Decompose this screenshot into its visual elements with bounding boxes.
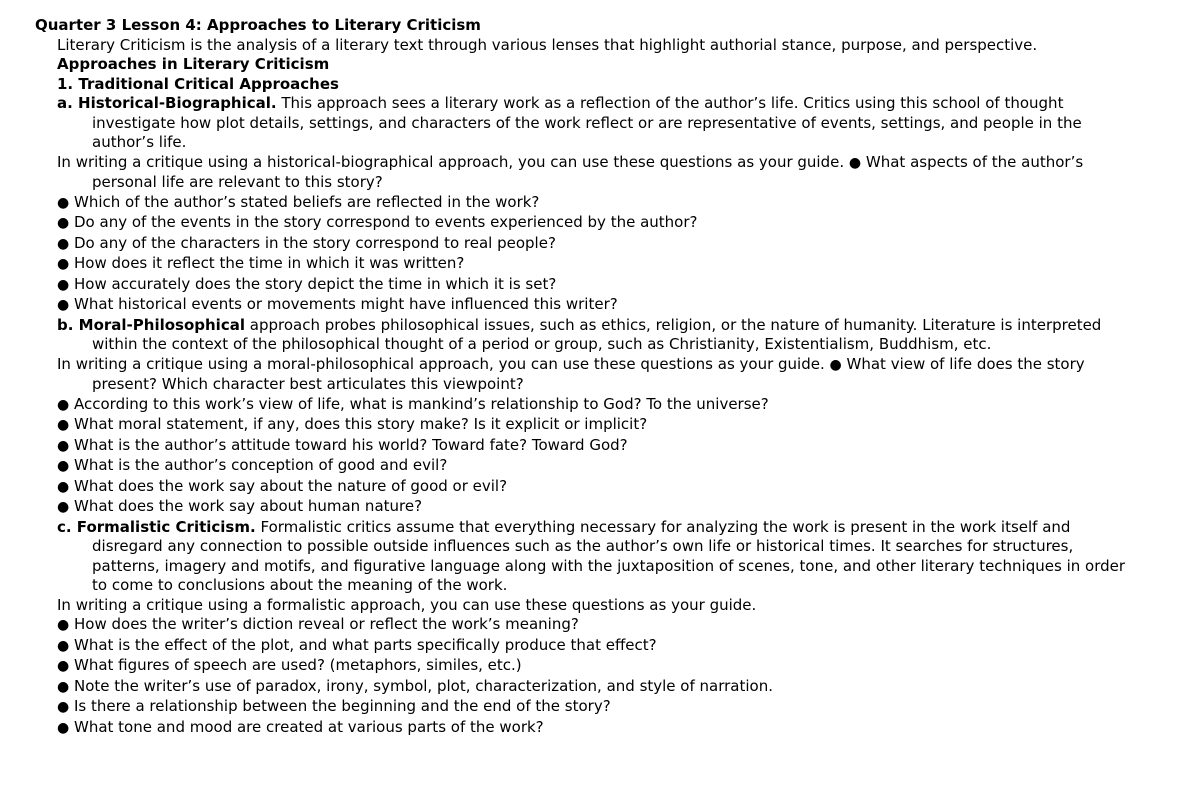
list-item [0,234,1200,255]
moral-guide-line: present? Which character best articulates this viewpoint? [92,375,524,393]
bullet-icon: ● [848,154,862,171]
bullet-icon: ● [57,637,70,654]
list-item [0,718,1200,739]
intro-paragraph: Literary Criticism is the analysis of a literary text through various lenses that highlight authorial stance, purpose, and perspective. [57,35,1038,54]
formalistic-text: Formalistic critics assume that everything necessary for analyzing the work is present in the work itself and [260,517,1071,536]
formalistic-guide-line: In writing a critique using a formalistic approach, you can use these questions as your guide. [57,595,757,614]
bullet-icon: ● [57,276,70,293]
bullet-icon: ● [57,719,70,736]
list-item [0,477,1200,498]
list-item [0,275,1200,296]
historical-label: a. Historical-Biographical. [57,94,277,112]
question-text: What does the work say about human nature? [74,497,423,515]
document-title: Quarter 3 Lesson 4: Approaches to Literary Criticism [35,16,481,34]
question-text: Is there a relationship between the beginning and the end of the story? [74,697,611,715]
list-item [0,193,1200,214]
historical-text: This approach sees a literary work as a reflection of the author’s life. Critics using this school of thought [281,94,1064,112]
question-text: How does it reflect the time in which it was written? [74,254,465,272]
bullet-icon: ● [57,256,70,272]
traditional-heading: 1. Traditional Critical Approaches [57,74,339,93]
bullet-icon: ● [57,678,70,695]
bullet-icon: ● [57,194,70,211]
question-text: How accurately does the story depict the time in which it is set? [74,274,557,293]
question-text: Do any of the events in the story correspond to events experienced by the author? [74,213,698,231]
guide-text: In writing a critique using a moral-philosophical approach, you can use these questions as your guide. [57,354,825,373]
question-text: What moral statement, if any, does this story make? Is it explicit or implicit? [74,415,648,433]
formalistic-paragraph-line: patterns, imagery and motifs, and figurative language along with the juxtaposition of scenes, tone, and other literary techniques in order [92,556,1126,575]
bullet-icon: ● [57,458,70,474]
bullet-icon: ● [57,617,70,633]
list-item [0,656,1200,677]
list-item [0,415,1200,436]
moral-text: approach probes philosophical issues, such as ethics, religion, or the nature of humanity. Literature is interpreted [249,315,1102,334]
list-item [0,636,1200,657]
list-item [0,213,1200,234]
formalistic-label: c. Formalistic Criticism. [57,517,256,536]
guide-question: What view of life does the story [846,354,1085,373]
list-item [0,697,1200,718]
question-text: How does the writer’s diction reveal or reflect the work’s meaning? [74,615,579,633]
document-page [0,16,1200,738]
bullet-icon: ● [57,417,70,433]
list-item [0,436,1200,457]
question-text: According to this work’s view of life, what is mankind’s relationship to God? To the universe? [74,394,769,413]
moral-paragraph-line [0,316,1200,336]
historical-paragraph-line: author’s life. [92,133,187,151]
historical-paragraph-line: investigate how plot details, settings, and characters of the work reflect or are representative of events, settings, and people in the [92,113,1082,132]
bullet-icon: ● [829,356,842,373]
list-item [0,295,1200,316]
question-text: Do any of the characters in the story correspond to real people? [74,233,556,252]
bullet-icon: ● [57,658,70,674]
formalistic-paragraph-line: to come to conclusions about the meaning of the work. [92,576,508,594]
historical-guide-line: personal life are relevant to this story? [92,173,383,191]
list-item [0,395,1200,416]
formalistic-paragraph-line: disregard any connection to possible outside influences such as the author’s own life or historical times. It searches for structures, [92,537,1074,555]
list-item [0,456,1200,477]
bullet-icon: ● [57,699,70,715]
bullet-icon: ● [57,499,70,515]
question-text: What does the work say about the nature of good or evil? [74,476,508,495]
question-text: Note the writer’s use of paradox, irony, symbol, plot, characterization, and style of narration. [74,676,773,695]
bullet-icon: ● [57,215,70,231]
question-text: What historical events or movements might have influenced this writer? [74,295,618,313]
historical-guide-line [0,153,1200,174]
bullet-icon: ● [57,478,70,495]
list-item [0,615,1200,636]
bullet-icon: ● [57,437,70,454]
moral-label: b. Moral-Philosophical [57,315,245,334]
list-item [0,254,1200,275]
question-text: What is the author’s attitude toward his world? Toward fate? Toward God? [74,435,628,454]
question-text: Which of the author’s stated beliefs are reflected in the work? [74,192,540,211]
guide-text: In writing a critique using a historical-biographical approach, you can use these questions as your guide. [57,152,845,171]
question-text: What is the author’s conception of good and evil? [74,456,448,474]
question-text: What tone and mood are created at various parts of the work? [74,717,544,736]
moral-paragraph-line: within the context of the philosophical thought of a period or group, such as Christianity, Existentialism, Buddhism, etc. [92,335,992,353]
historical-paragraph-line [0,94,1200,114]
question-text: What figures of speech are used? (metaphors, similes, etc.) [74,656,522,674]
list-item [0,497,1200,518]
bullet-icon: ● [57,235,70,252]
approaches-heading: Approaches in Literary Criticism [57,55,330,73]
moral-guide-line [0,355,1200,376]
question-text: What is the effect of the plot, and what parts specifically produce that effect? [74,635,657,654]
list-item [0,677,1200,698]
formalistic-paragraph-line [0,518,1200,538]
bullet-icon: ● [57,396,70,413]
bullet-icon: ● [57,297,70,313]
guide-question: What aspects of the author’s [865,152,1084,171]
